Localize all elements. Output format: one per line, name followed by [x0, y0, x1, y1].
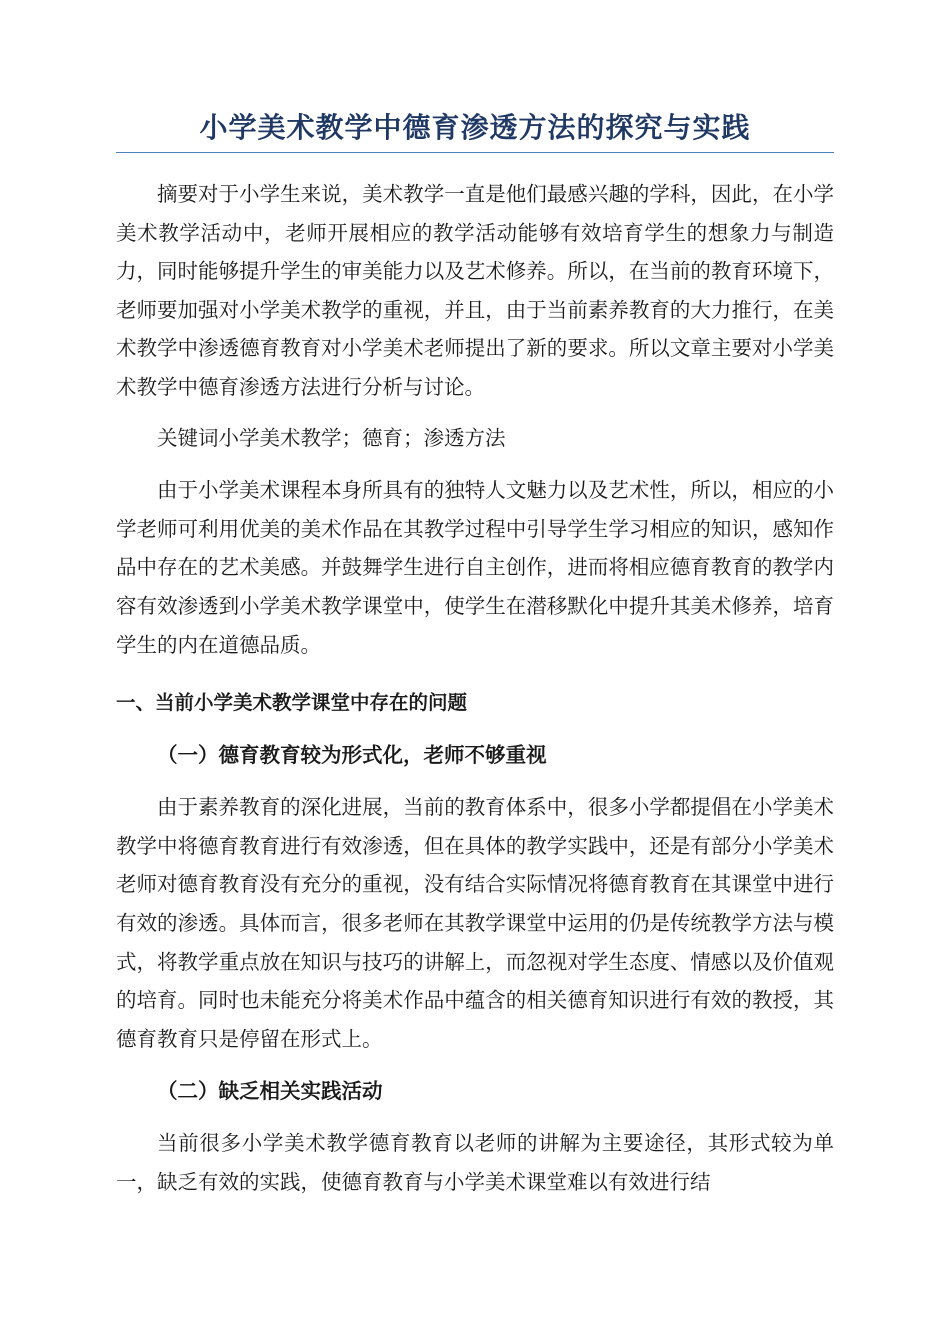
subsection-body-1: 由于素养教育的深化进展，当前的教育体系中，很多小学都提倡在小学美术教学中将德育教育进行有效渗透，但在具体的教学实践中，还是有部分小学美术老师对德育教育没有充分的重视，没有结合实际情况将德育教育在其课堂中进行有效的渗透。具体而言，很多老师在其教学课堂中运用的仍是传统教学方法与模式，将教学重点放在知识与技巧的讲解上，而忽视对学生态度、情感以及价值观的培育。同时也未能充分将美术作品中蕴含的相关德育知识进行有效的教授，其德育教育只是停留在形式上。: [116, 795, 834, 1051]
section-heading: 一、当前小学美术教学课堂中存在的问题: [116, 691, 468, 715]
subsection-heading-2: （二）缺乏相关实践活动: [157, 1079, 383, 1104]
abstract-paragraph: 摘要对于小学生来说，美术教学一直是他们最感兴趣的学科，因此，在小学美术教学活动中，老师开展相应的教学活动能够有效培育学生的想象力与制造力，同时能够提升学生的审美能力以及艺术修养。所以，在当前的教育环境下，老师要加强对小学美术教学的重视，并且，由于当前素养教育的大力推行，在美术教学中渗透德育教育对小学美术老师提出了新的要求。所以文章主要对小学美术教学中德育渗透方法进行分析与讨论。: [116, 182, 834, 399]
intro-paragraph: 由于小学美术课程本身所具有的独特人文魅力以及艺术性，所以，相应的小学老师可利用优美的美术作品在其教学过程中引导学生学习相应的知识，感知作品中存在的艺术美感。并鼓舞学生进行自主创作，进而将相应德育教育的教学内容有效渗透到小学美术教学课堂中，使学生在潜移默化中提升其美术修养，培育学生的内在道德品质。: [116, 478, 834, 657]
keywords-paragraph: 关键词小学美术教学；德育；渗透方法: [157, 425, 506, 450]
subsection-body-2: 当前很多小学美术教学德育教育以老师的讲解为主要途径，其形式较为单一，缺乏有效的实践，使德育教育与小学美术课堂难以有效进行结: [116, 1131, 834, 1194]
document-page: [116, 106, 834, 1201]
subsection-heading-1: （一）德育教育较为形式化，老师不够重视: [157, 743, 547, 768]
document-title: 小学美术教学中德育渗透方法的探究与实践: [116, 106, 834, 153]
